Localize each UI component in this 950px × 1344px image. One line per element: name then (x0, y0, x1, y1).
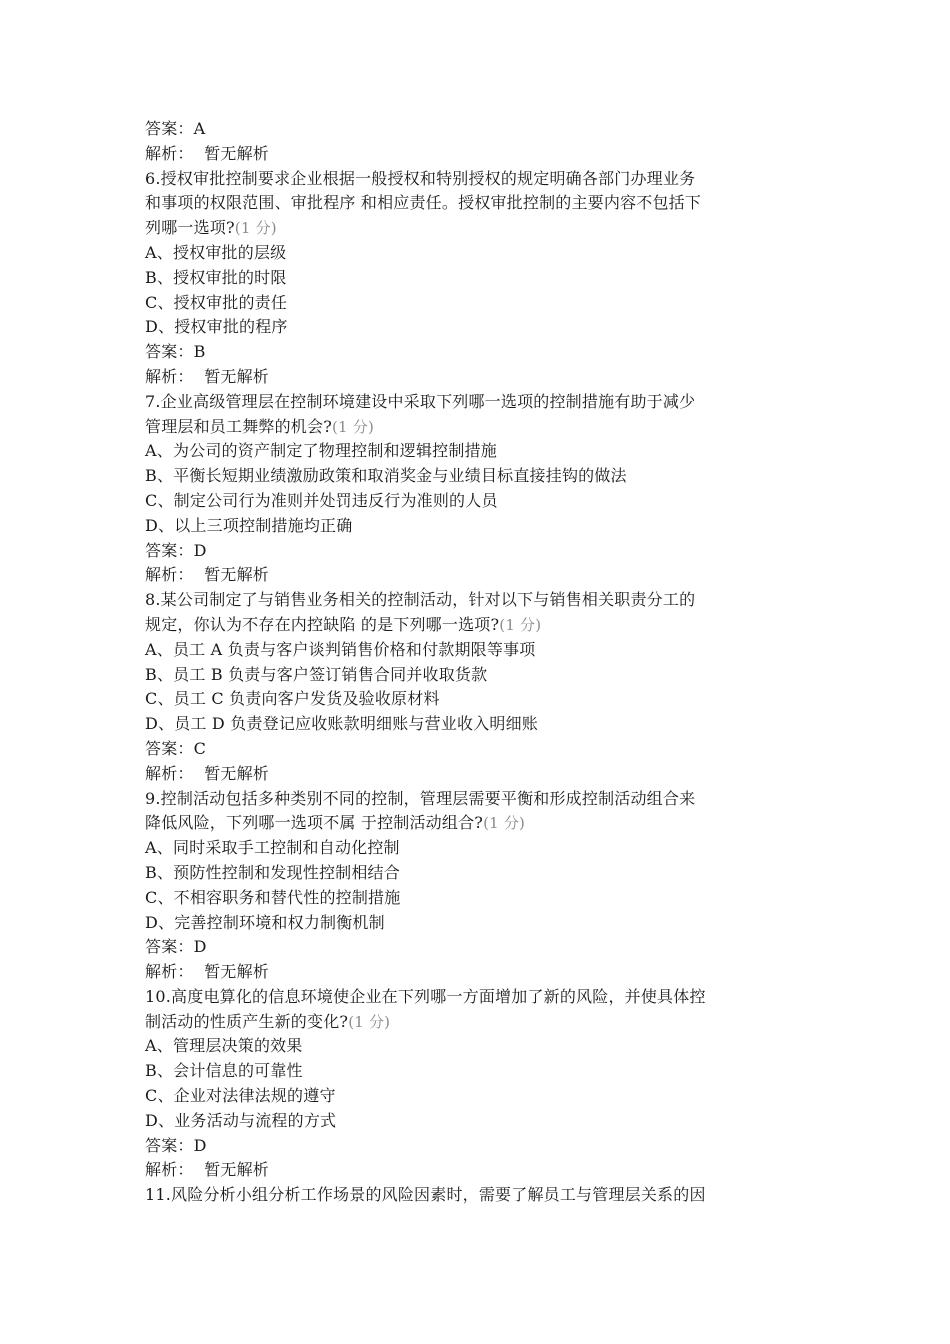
question-score: (1 分) (331, 417, 375, 436)
question-10 (145, 985, 810, 1183)
analysis-value: 暂无解析 (204, 565, 269, 585)
option-d: D、员工 D 负责登记应收账款明细账与营业收入明细账 (145, 714, 539, 734)
analysis-value: 暂无解析 (204, 366, 269, 386)
option-c: C、制定公司行为准则并处罚违反行为准则的人员 (145, 490, 498, 510)
question-text-line: 和事项的权限范围、审批程序 和相应责任。授权审批控制的主要内容不包括下 (145, 193, 702, 213)
option-d: D、业务活动与流程的方式 (145, 1110, 337, 1130)
question-text-tail: 制活动的性质产生新的变化? (145, 1011, 349, 1031)
option-b: B、会计信息的可靠性 (145, 1061, 303, 1081)
option-a: A、管理层决策的效果 (145, 1036, 303, 1056)
answer-value: B (193, 342, 206, 362)
analysis-prefix: 解析： (145, 962, 194, 982)
option-a: A、授权审批的层级 (145, 242, 287, 262)
question-score: (1 分) (348, 1012, 391, 1031)
analysis-prefix: 解析： (145, 565, 194, 585)
answer-line (145, 737, 810, 762)
answer-prefix: 答案： (145, 342, 194, 362)
question-text-line: 7.企业高级管理层在控制环境建设中采取下列哪一选项的控制措施有助于减少 (145, 391, 696, 411)
answer-line (145, 539, 810, 564)
question-text-line: 9.控制活动包括多种类别不同的控制，管理层需要平衡和形成控制活动组合来 (145, 788, 696, 808)
answer-line (145, 340, 810, 365)
answer-line (145, 935, 810, 960)
analysis-value: 暂无解析 (204, 1160, 269, 1180)
option-a: A、为公司的资产制定了物理控制和逻辑控制措施 (145, 441, 497, 461)
question-text-line (145, 1010, 810, 1035)
analysis-prefix: 解析： (145, 763, 194, 783)
question-text-line (145, 216, 810, 241)
option-d: D、授权审批的程序 (145, 317, 288, 337)
option-c: C、不相容职务和替代性的控制措施 (145, 887, 401, 907)
question-8 (145, 588, 810, 786)
question-text-line: 8.某公司制定了与销售业务相关的控制活动，针对以下与销售相关职责分工的 (145, 590, 696, 610)
analysis-line (145, 1158, 810, 1183)
question-text-tail: 规定，你认为不存在内控缺陷 的是下列哪一选项? (145, 614, 500, 634)
answer-value: C (193, 738, 207, 758)
analysis-line (145, 762, 810, 787)
option-c: C、企业对法律法规的遵守 (145, 1086, 336, 1106)
question-score: (1 分) (499, 615, 542, 634)
question-text-line (145, 811, 810, 836)
option-a: A、员工 A 负责与客户谈判销售价格和付款期限等事项 (145, 639, 536, 659)
question-7 (145, 390, 810, 588)
question-text-tail: 列哪一选项? (145, 218, 235, 238)
option-d: D、以上三项控制措施均正确 (145, 515, 353, 535)
question-text-tail: 降低风险，下列哪一选项不属 于控制活动组合? (145, 813, 484, 833)
option-a: A、同时采取手工控制和自动化控制 (145, 838, 400, 858)
answer-line (145, 1134, 810, 1159)
answer-prefix: 答案： (145, 937, 194, 957)
option-b: B、授权审批的时限 (145, 267, 287, 287)
analysis-line (145, 960, 810, 985)
analysis-value: 暂无解析 (204, 962, 269, 982)
analysis-line (145, 563, 810, 588)
analysis-prefix: 解析： (145, 366, 194, 386)
question-text-line: 10.高度电算化的信息环境使企业在下列哪一方面增加了新的风险，并使具体控 (145, 986, 706, 1006)
option-d: D、完善控制环境和权力制衡机制 (145, 912, 385, 932)
option-c: C、授权审批的责任 (145, 292, 288, 312)
answer-prefix: 答案： (145, 1135, 194, 1155)
answer-prefix: 答案： (145, 738, 194, 758)
document-page (145, 117, 810, 1208)
answer-prefix: 答案： (145, 119, 194, 138)
analysis-line (145, 142, 810, 167)
option-b: B、预防性控制和发现性控制相结合 (145, 862, 400, 882)
answer-value: D (193, 1135, 207, 1155)
question-11 (145, 1183, 810, 1208)
answer-value: D (193, 540, 207, 560)
question-text-tail: 管理层和员工舞弊的机会? (145, 416, 332, 436)
answer-line (145, 117, 810, 142)
option-b: B、平衡长短期业绩激励政策和取消奖金与业绩目标直接挂钩的做法 (145, 466, 627, 486)
analysis-prefix: 解析： (145, 143, 194, 163)
analysis-prefix: 解析： (145, 1160, 194, 1180)
analysis-line (145, 365, 810, 390)
question-9 (145, 787, 810, 985)
question-text-line (145, 415, 810, 440)
answer-prefix: 答案： (145, 540, 194, 560)
question-text-line: 6.授权审批控制要求企业根据一般授权和特别授权的规定明确各部门办理业务 (145, 168, 696, 188)
answer-value: D (193, 937, 207, 957)
question-text-line (145, 613, 810, 638)
answer-value: A (193, 119, 206, 138)
question-6 (145, 167, 810, 390)
option-b: B、员工 B 负责与客户签订销售合同并收取货款 (145, 664, 488, 684)
analysis-value: 暂无解析 (204, 763, 269, 783)
option-c: C、员工 C 负责向客户发货及验收原材料 (145, 689, 440, 709)
question-text-line: 11.风险分析小组分析工作场景的风险因素时，需要了解员工与管理层关系的因 (145, 1185, 706, 1205)
question-score: (1 分) (483, 814, 526, 833)
question-score: (1 分) (234, 219, 277, 238)
analysis-value: 暂无解析 (204, 143, 269, 163)
